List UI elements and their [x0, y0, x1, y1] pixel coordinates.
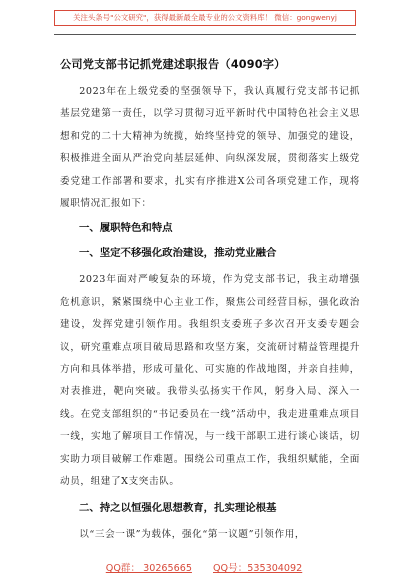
footer-contact — [0, 560, 408, 574]
subsection-heading: 一、坚定不移强化政治建设，推动党业融合 — [79, 247, 277, 260]
header-divider — [54, 34, 356, 35]
body-paragraph: 2023年面对严峻复杂的环境，作为党支部书记，我主动增强危机意识，紧紧围绕中心主业工作，聚焦公司经营目标，强化政治建设，发挥党建引领作用。我组织支委班子多次召开支委专题会议，研究重难点项目破局思路和攻坚方案，交流研讨精益管理提升方向和具体举措，形成可量化、可实施的作战地图，并亲自挂帅，对表推进，靶向突破。我带头弘扬实干作风，躬身入局、深入一线。在党支部组织的“书记委员在一线”活动中，我走进重难点项目一线，实地了解项目工作情况，与一线干部职工进行谈心谈话，切实助力项目破解工作难题。围绕公司重点工作，我组织赋能，全面动员，组建了X支突击队。 — [60, 274, 360, 488]
footer-qq-number[interactable]: QQ号：535304092 — [213, 563, 303, 574]
intro-paragraph: 2023年在上级党委的坚强领导下，我认真履行党支部书记抓基层党建第一责任，以学习贯彻习近平新时代中国特色社会主义思想和党的二十大精神为统揽，始终坚持党的领导、加强党的建设，积极推进全面从严治党向基层延伸、向纵深发展，贯彻落实上级党委党建工作部署和要求，扎实有序推进X公司各项党建工作，现将履职情况汇报如下： — [60, 86, 360, 210]
document-title: 公司党支部书记抓党建述职报告（4090字） — [60, 58, 286, 71]
body-paragraph: 以“三会一课”为载体，强化“第一议题”引领作用， — [79, 528, 306, 540]
header-banner: 关注头条号"公文研究"，获得最新最全最专业的公文资料库！ 微信：gongwenyj — [54, 10, 356, 26]
document-body — [60, 56, 360, 546]
subsection-heading: 二、持之以恒强化思想教育，扎实理论根基 — [79, 501, 277, 514]
section-heading: 一、履职特色和特点 — [79, 222, 173, 235]
footer-qq-group[interactable]: QQ群： 30265665 — [105, 563, 192, 574]
